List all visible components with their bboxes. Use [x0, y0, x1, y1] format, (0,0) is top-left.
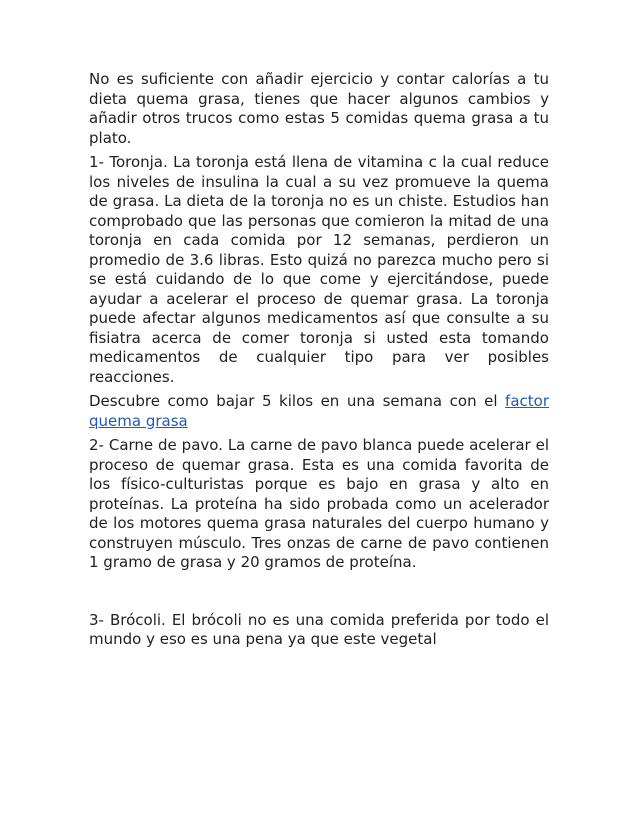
grapefruit-paragraph: 1- Toronja. La toronja está llena de vitamina c la cual reduce los niveles de insulina la cual a su vez promueve la quema de grasa. La dieta de la toronja no es un chiste. Estudios han comprobado que las personas que comieron la mitad de una toronja en cada comida por 12 semanas, perdieron un promedio de 3.6 libras. Esto quizá no parezca mucho pero si se está cuidando de lo que come y ejercitándose, puede ayudar a acelerar el proceso de quemar grasa. La toronja puede afectar algunos medicamentos así que consulte a su fisiatra acerca de comer toronja si usted esta tomando medicamentos de cualquier tipo para ver posibles reacciones. [89, 153, 549, 386]
fat-burn-factor-link[interactable]: factor quema grasa [89, 392, 549, 430]
intro-paragraph: No es suficiente con añadir ejercicio y contar calorías a tu dieta quema grasa, tienes que hacer algunos cambios y añadir otros trucos como estas 5 comidas quema grasa a tu plato. [89, 70, 549, 147]
broccoli-paragraph: 3- Brócoli. El brócoli no es una comida preferida por todo el mundo y eso es una pena ya que este vegetal [89, 610, 549, 648]
document-page [89, 70, 549, 655]
turkey-paragraph: 2- Carne de pavo. La carne de pavo blanca puede acelerar el proceso de quemar grasa. Esta es una comida favorita de los físico-culturistas porque es bajo en grasa y alto en proteínas. La proteína ha sido probada como un acelerador de los motores quema grasa naturales del cuerpo humano y construyen músculo. Tres onzas de carne de pavo contienen 1 gramo de grasa y 20 gramos de proteína. [89, 436, 549, 571]
promo-text: Descubre como bajar 5 kilos en una semana con el [89, 392, 506, 410]
promo-paragraph [89, 392, 549, 431]
